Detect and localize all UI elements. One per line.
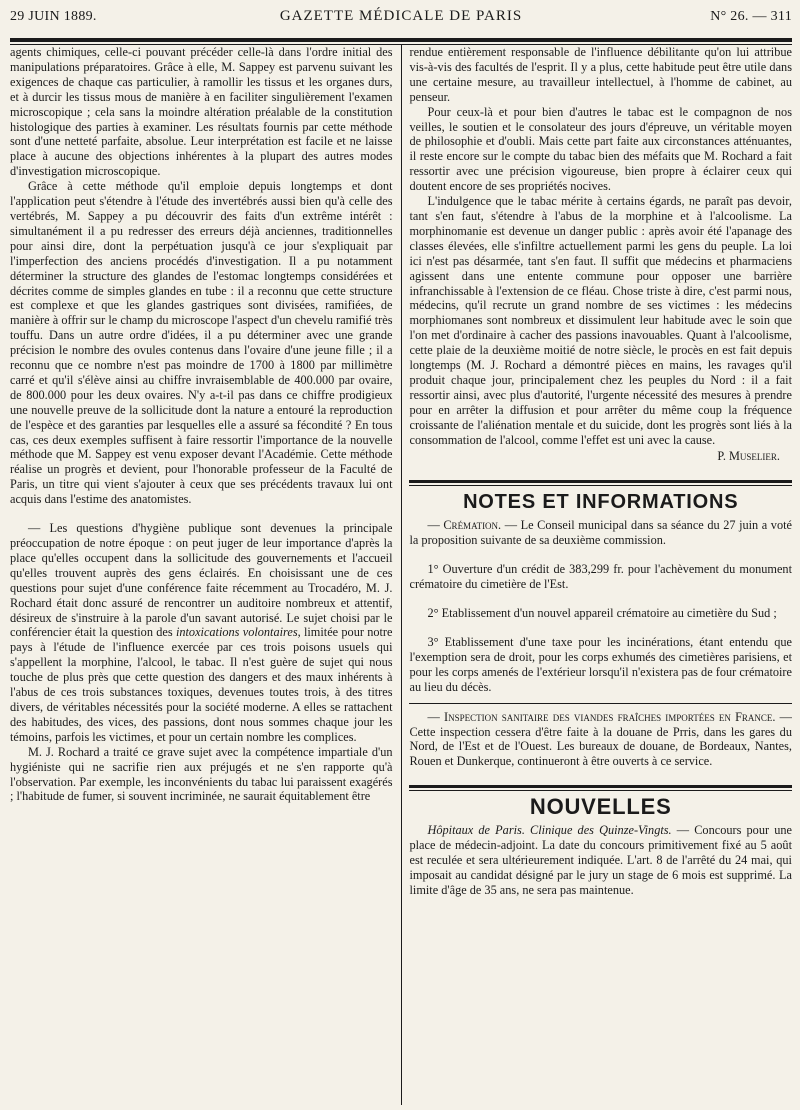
cremation-label: Crémation. — [443, 518, 502, 533]
notes-rule-thick — [409, 480, 792, 483]
nouvelles-section-title: NOUVELLES — [529, 794, 672, 820]
inspection-paragraph: — Inspection sanitaire des viandes fraîches importées en France. — Cette inspection cessera d'être faite à la douane de Prris, dans les gares du Nord, de l'Est et de l'Ouest. Les bureaux de douane, de Bordeaux, Nantes, Rouen et Dunkerque, continueront à être ouverts à ce service. — [409, 709, 792, 769]
left-paragraph-3-emphasis: intoxications volontaires — [175, 625, 298, 640]
left-column — [10, 45, 401, 1105]
hopitaux-paragraph — [409, 823, 792, 898]
left-paragraph-1: agents chimiques, celle-ci pouvant précéder celle-là dans l'ordre initial des manipulations préparatoires. Grâce à elle, M. Sappey est parvenu suivant les exigences de chaque cas particulier, à ramollir les tissus et les organes durs, et à durcir les tissus mous de manière à en faciliter singulièrement l'examen microscopique ; cela sans la moindre altération préalable de la constitution histologique des parties à examiner. Les résultats fournis par cette méthode sont d'une netteté parfaite, absolue. Leur interprétation est facile et ne laisse place à aucune des objections inhérentes à la plupart des autres modes d'investigation microscopique. — [10, 45, 393, 179]
left-paragraph-3 — [10, 521, 393, 745]
cremation-item-1: 1° Ouverture d'un crédit de 383,299 fr. pour l'achèvement du monument crématoire du cimetière de l'Est. — [409, 562, 792, 592]
right-column — [401, 45, 792, 1105]
issue-number: N° 26. — 311 — [710, 9, 792, 24]
cremation-text: — Le Conseil municipal dans sa séance du 27 juin a voté la proposition suivante de sa deuxième commission. — [409, 518, 792, 548]
hopitaux-label: Hôpitaux de Paris. Clinique des Quinze-Vingts. — [427, 823, 672, 838]
issue-date: 29 JUIN 1889. — [10, 9, 97, 24]
right-paragraph-2: Pour ceux-là et pour bien d'autres le tabac est le compagnon de nos veilles, le soutien et le consolateur des jours d'épreuve, un véritable moyen de philosophie et d'oubli. Mais cette part faite aux circonstances atténuantes, il reste encore sur le compte du tabac bien des méfaits que M. Rochard a fait ressortir avec une précision vigoureuse, bien propre à éclairer ceux qui doutent encore de ses propriétés nocives. — [409, 104, 792, 194]
notes-separator — [409, 703, 792, 704]
left-paragraph-4: M. J. Rochard a traité ce grave sujet avec la compétence impartiale d'un hygiéniste qui ne sacrifie rien aux préjugés et ne s'en rapporte qu'à l'observation. Par exemple, les inconvénients du tabac lui paraissent exagérés ; l'habitude de fumer, si souvent incriminée, ne saurait équitablement être — [10, 744, 393, 804]
left-paragraph-3-part-a: — Les questions d'hygiène publique sont devenues la principale préoccupation de notre époque : on peut juger de leur importance d'après la place qu'elles occupent dans la sollicitude des gouvernements et l'accueil qu'elles trouvent auprès des gens éclairés. En choisissant une de ces questions pour sujet d'une conférence faite récemment au Trocadéro, M. J. Rochard était donc assuré de rencontrer un auditoire nombreux et attentif, désireux de s'instruire à la parole d'un savant autorisé. Le sujet choisi par le conférencier était la question des — [10, 521, 393, 640]
notes-rule-thin — [409, 485, 792, 486]
notes-section-title: NOTES ET INFORMATIONS — [463, 491, 739, 514]
columns — [10, 45, 792, 1105]
inspection-label: Inspection sanitaire des viandes fraîches importées en France. — [443, 709, 776, 724]
inspection-text: — Cette inspection cessera d'être faite à la douane de Prris, dans les gares du Nord, de l'Est et de l'Ouest. Les bureaux de douane, de Bordeaux, Nantes, Rouen et Dunkerque, continueront à être ouverts à ce service. — [409, 709, 792, 769]
masthead-title: GAZETTE MÉDICALE DE PARIS — [279, 8, 523, 24]
page-header — [10, 0, 792, 34]
nouvelles-rule-thick — [409, 785, 792, 788]
left-paragraph-2: Grâce à cette méthode qu'il emploie depuis longtemps et dont l'application peut s'étendre à l'étude des invertébrés aussi bien qu'à celle des vertébrés, M. Sappey a pu découvrir des faits d'un extrême intérêt : simultanément il a pu redresser des erreurs déjà anciennes, traditionnelles pour ainsi dire, dont la perpétuation jusqu'à ce jour s'expliquait par l'imperfection des anciens procédés d'investigation. Il a pu notamment déterminer la structure des glandes de l'estomac longtemps considérées et décrites comme de simples glandes en tube : il a reconnu que cette structure est complexe et que les glandes gastriques sont divisées, ramifiées, de manière à offrir sur le champ du microscope l'aspect d'un chevelu ramifié très touffu. Dans un autre ordre d'idées, il a pu déterminer avec une grande précision le nombre des ovules contenus dans l'ovaire d'une jeune fille ; il a reconnu que ce nombre n'est pas moindre de 1700 à 1800 par millimètre carré et qu'il s'élève ainsi au chiffre invraisemblable de 400.000 par ovaire, de 800.000 pour les deux ovaires. N'y a-t-il pas dans ce chiffre prodigieux une nouvelle preuve de la sollicitude dont la nature a entouré la reproduction de l'espèce et des garanties par lesquelles elle a assuré sa fécondité ? En tous cas, ces deux exemples suffisent à faire ressortir l'importance de la nouvelle méthode que M. Sappey est venu exposer devant l'Académie. Cette méthode réalise un progrès et devient, pour l'honorable professeur de la Faculté de Paris, un titre qui vient s'ajouter à ceux que ses précédents travaux lui ont acquis dans l'estime des anatomistes. — [10, 179, 393, 507]
article-signature: P. Muselier. — [717, 449, 780, 464]
header-rule-thick — [10, 38, 792, 42]
hopitaux-text: — Concours pour une place de médecin-adjoint. La date du concours primitivement fixé au 5 août est reculée et sera ultérieurement indiquée. L'art. 8 de l'arrêté du 24 mai, qui imposait au candidat désigné par le jury un stage de 6 mois est supprimé. La limite d'âge de 35 ans, ne sera pas maintenue. — [409, 823, 792, 897]
cremation-item-3: 3° Etablissement d'une taxe pour les incinérations, étant entendu que l'exemption sera de droit, pour les corps exhumés des cimetières parisiens, et pour les corps amenés de l'extérieur lorsqu'il n'existera pas de four crématoire au lieu du décès. — [409, 635, 792, 694]
right-paragraph-3: L'indulgence que le tabac mérite à certains égards, ne paraît pas devoir, tant s'en faut, s'étendre à l'abus de la morphine et à l'alcoolisme. La morphinomanie est devenue un danger public : après avoir été l'apanage des classes élevées, elle s'infiltre actuellement parmi les gens du peuple. La loi ici n'est pas désarmée, tant s'en faut. Il suffit que médecins et pharmaciens agissent dans une entente commune pour opposer une barrière infranchissable à l'extension de ce fléau. Chose triste à dire, c'est parmi nous, médecins, qu'il recrute un grand nombre de ses victimes : les médecins morphiomanes sont nombreux et dissimulent leur habitude avec le soin que l'on met d'ordinaire à cacher des passions inavouables. Quant à l'alcoolisme, cette plaie de la deuxième moitié de notre siècle, le procès en est fait depuis longtemps (M. J. Rochard a démontré pièces en mains, les ravages qu'il produit chaque jour, principalement chez les peuples du Nord : il a fait ressortir ainsi, avec plus d'autorité, l'urgente nécessité des mesures à prendre pour en arrêter la diffusion et pour arrêter du même coup la fréquence croissante de l'aliénation mentale et du suicide, dont les progrès sont liés à la consommation de l'alcool, comme l'effet est uni avec la cause. — [409, 194, 792, 447]
cremation-item-2: 2° Etablissement d'un nouvel appareil crématoire au cimetière du Sud ; — [427, 606, 777, 621]
cremation-paragraph: — Crémation. — Le Conseil municipal dans sa séance du 27 juin a voté la proposition suivante de sa deuxième commission. — [409, 518, 792, 548]
right-paragraph-1: rendue entièrement responsable de l'influence débilitante qu'on lui attribue vis-à-vis des facultés de l'esprit. Il y a plus, cette habitude peut être utile dans une certaine mesure, au travailleur intellectuel, à l'homme de cabinet, au penseur. — [409, 45, 792, 104]
left-paragraph-3-part-b: , limitée pour notre pays à l'étude de l'influence exercée par ces trois poisons usuels qui s'appellent la morphine, l'alcool, le tabac. Il n'est guère de sujet qui nous touche de plus près que cette question des dangers et des maux inhérents à l'abus de ces trois substances toxiques, devenues toutes trois, à des titres divers, de véritables nécessités pour la société moderne. A elles se rattachent des habitudes, des vices, des passions, dont nous sommes chaque jour les témoins, parfois les victimes, et pour un certain nombre les complices. — [10, 625, 393, 744]
nouvelles-rule-thin — [409, 790, 792, 791]
